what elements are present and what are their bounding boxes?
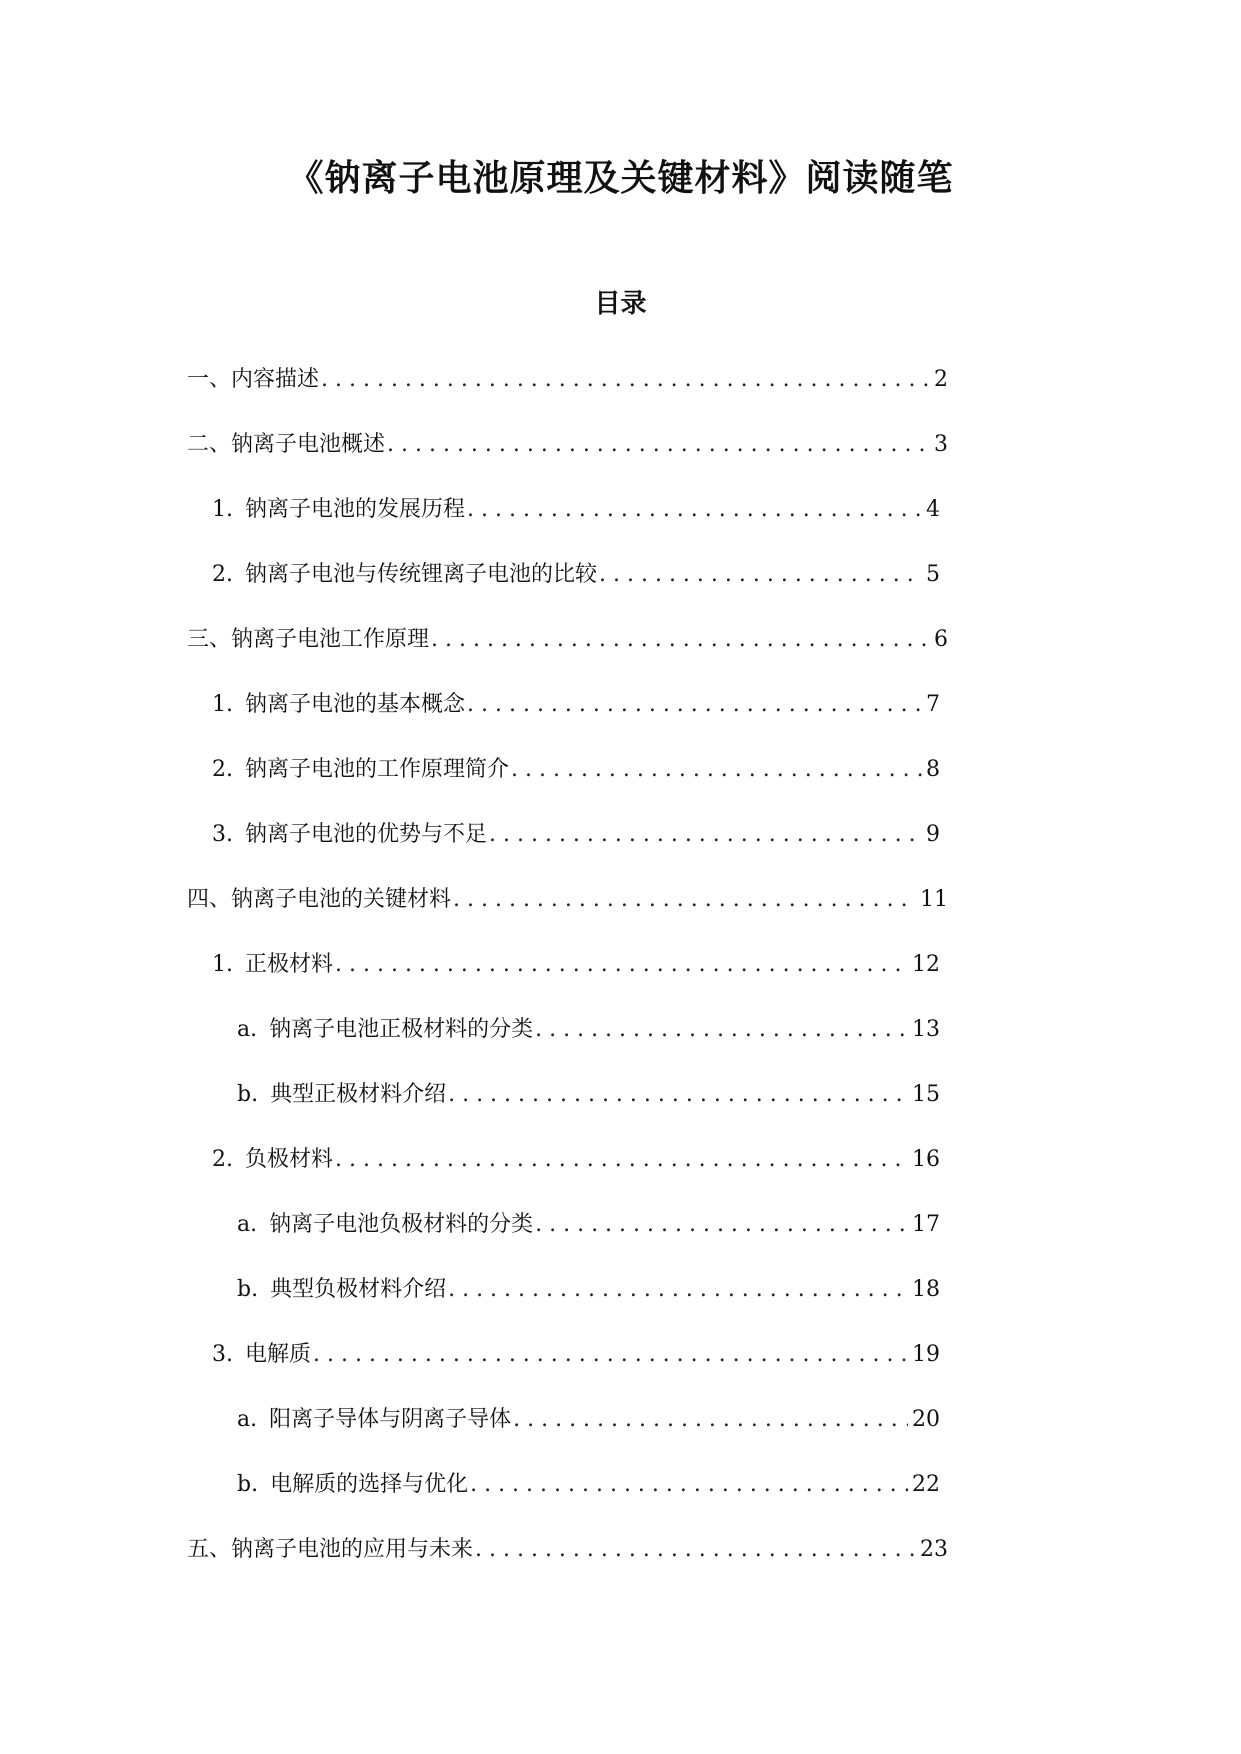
toc-entry-number: 2. [212, 1147, 233, 1172]
toc-dot-leader [453, 884, 916, 916]
toc-entry[interactable] [237, 1209, 940, 1241]
toc-page-number: 23 [920, 1537, 948, 1562]
toc-dot-leader [387, 429, 930, 461]
toc-dot-leader [335, 949, 908, 981]
toc-entry[interactable] [237, 1469, 940, 1501]
toc-dot-leader [535, 1014, 908, 1046]
toc-entry-number: 2. [212, 757, 233, 782]
toc-entry-label: 钠离子电池正极材料的分类 [269, 1017, 534, 1042]
toc-entry[interactable] [187, 884, 948, 916]
toc-entry-label: 电解质的选择与优化 [270, 1472, 469, 1497]
toc-entry[interactable] [212, 1339, 940, 1371]
toc-page-number: 9 [926, 822, 940, 847]
toc-dot-leader [511, 754, 922, 786]
toc-entry[interactable] [237, 1404, 940, 1436]
toc-page-number: 5 [926, 562, 940, 587]
toc-entry[interactable] [187, 624, 948, 656]
toc-dot-leader [448, 1274, 908, 1306]
toc-dot-leader [599, 559, 922, 591]
toc-entry[interactable] [212, 819, 940, 851]
toc-page-number: 16 [912, 1147, 940, 1172]
toc-entry[interactable] [212, 559, 940, 591]
toc-page-number: 22 [912, 1472, 940, 1497]
toc-entry-label: 阳离子导体与阴离子导体 [269, 1407, 512, 1432]
toc-entry-label: 负极材料 [245, 1147, 334, 1172]
toc-page-number: 18 [912, 1277, 940, 1302]
toc-entry-number: b. [237, 1472, 259, 1497]
toc-page-number: 7 [926, 692, 940, 717]
toc-entry[interactable] [212, 494, 940, 526]
toc-dot-leader [475, 1534, 916, 1566]
toc-dot-leader [431, 624, 930, 656]
toc-entry[interactable] [212, 1144, 940, 1176]
toc-entry-label: 电解质 [245, 1342, 312, 1367]
toc-entry-number: 3. [212, 822, 233, 847]
toc-dot-leader [513, 1404, 908, 1436]
toc-dot-leader [467, 689, 922, 721]
toc-page-number: 17 [912, 1212, 940, 1237]
toc-page-number: 13 [912, 1017, 940, 1042]
toc-entry-label: 正极材料 [245, 952, 334, 977]
toc-page-number: 19 [912, 1342, 940, 1367]
toc-entry[interactable] [237, 1274, 940, 1306]
toc-dot-leader [535, 1209, 908, 1241]
toc-entry-number: 1. [212, 692, 233, 717]
toc-page-number: 4 [926, 497, 940, 522]
toc-entry-number: a. [237, 1407, 258, 1432]
toc-entry-label: 钠离子电池的发展历程 [245, 497, 466, 522]
toc-entry-number: a. [237, 1017, 258, 1042]
toc-dot-leader [313, 1339, 908, 1371]
document-title: 《钠离子电池原理及关键材料》阅读随笔 [287, 158, 954, 199]
toc-entry[interactable] [187, 364, 948, 396]
toc-page-number: 20 [912, 1407, 940, 1432]
toc-entry-label: 典型正极材料介绍 [270, 1082, 447, 1107]
toc-entry[interactable] [187, 429, 948, 461]
toc-entry[interactable] [212, 949, 940, 981]
toc-entry[interactable] [212, 689, 940, 721]
toc-entry-number: 3. [212, 1342, 233, 1367]
toc-entry-number: 2. [212, 562, 233, 587]
toc-entry-number: 1. [212, 497, 233, 522]
toc-page-number: 6 [934, 627, 948, 652]
toc-entry-number: b. [237, 1082, 259, 1107]
toc-page-number: 3 [934, 432, 948, 457]
toc-dot-leader [335, 1144, 908, 1176]
toc-entry-label: 典型负极材料介绍 [270, 1277, 447, 1302]
toc-dot-leader [489, 819, 922, 851]
toc-heading: 目录 [594, 289, 647, 319]
toc-entry-label: 钠离子电池与传统锂离子电池的比较 [245, 562, 598, 587]
toc-dot-leader [467, 494, 922, 526]
toc-entry-label: 钠离子电池的优势与不足 [245, 822, 488, 847]
toc-entry-label: 五、钠离子电池的应用与未来 [187, 1537, 474, 1562]
toc-dot-leader [448, 1079, 908, 1111]
toc-entry-label: 一、内容描述 [187, 367, 320, 392]
toc-entry[interactable] [237, 1079, 940, 1111]
toc-entry-number: b. [237, 1277, 259, 1302]
toc-entry-number: a. [237, 1212, 258, 1237]
toc-entry[interactable] [237, 1014, 940, 1046]
toc-entry-label: 钠离子电池负极材料的分类 [269, 1212, 534, 1237]
toc-page-number: 11 [920, 887, 948, 912]
toc-page-number: 2 [934, 367, 948, 392]
toc-entry-label: 钠离子电池的基本概念 [245, 692, 466, 717]
toc-entry[interactable] [187, 1534, 948, 1566]
toc-page-number: 15 [912, 1082, 940, 1107]
toc-page-number: 12 [912, 952, 940, 977]
toc-entry[interactable] [212, 754, 940, 786]
toc-page-number: 8 [926, 757, 940, 782]
toc-entry-label: 三、钠离子电池工作原理 [187, 627, 430, 652]
toc-entry-number: 1. [212, 952, 233, 977]
toc-entry-label: 钠离子电池的工作原理简介 [245, 757, 510, 782]
toc-entry-label: 四、钠离子电池的关键材料 [187, 887, 452, 912]
toc-dot-leader [470, 1469, 908, 1501]
toc-entry-label: 二、钠离子电池概述 [187, 432, 386, 457]
toc-dot-leader [321, 364, 930, 396]
